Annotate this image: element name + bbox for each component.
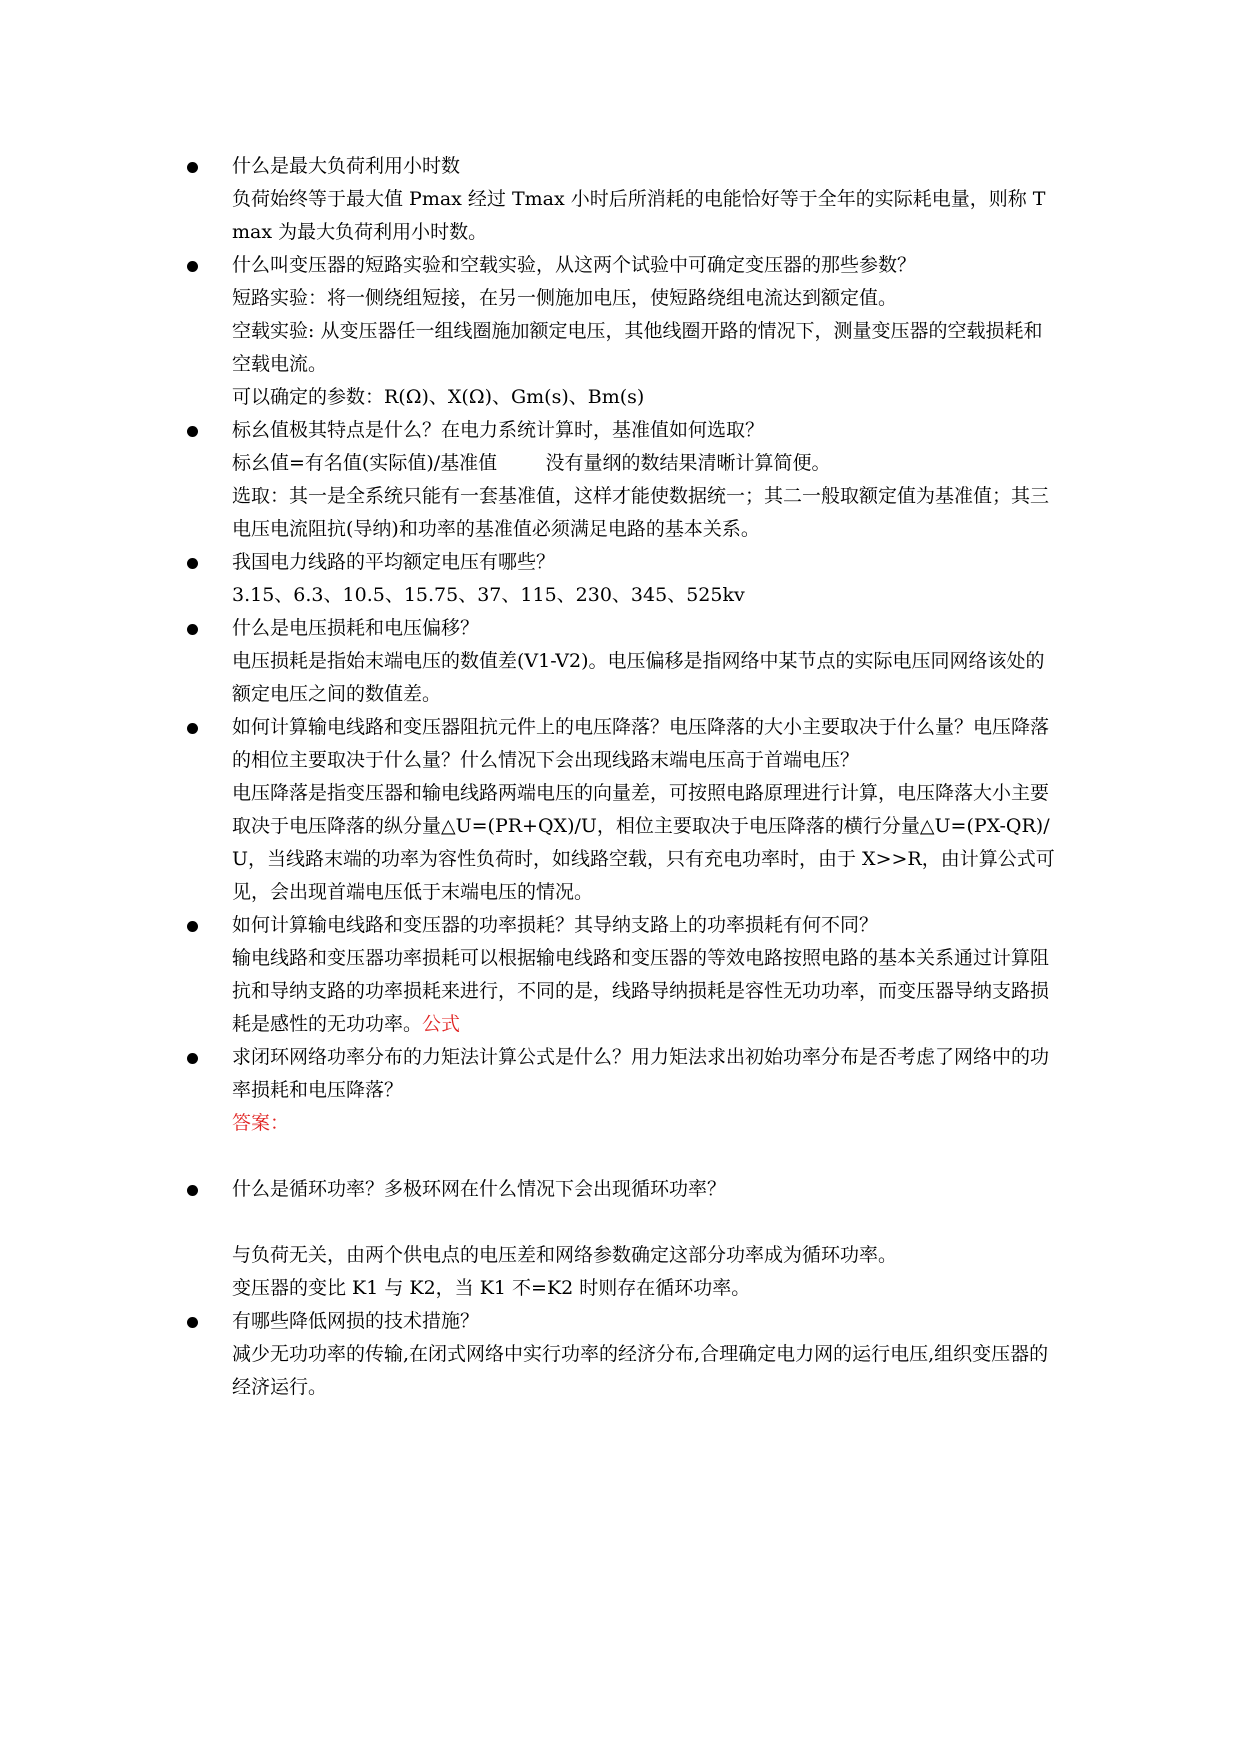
answer-text: 选取：其一是全系统只能有一套基准值，这样才能使数据统一；其二一般取额定值为基准值；其三电压电流阻抗(导纳)和功率的基准值必须满足电路的基本关系。: [232, 485, 1050, 540]
qa-item-rated-voltages: [232, 546, 1057, 612]
bullet-icon: [187, 1053, 198, 1064]
question-text: 什么是最大负荷利用小时数: [232, 155, 461, 177]
bullet-icon: [187, 261, 198, 272]
answer-text: 电压损耗是指始末端电压的数值差(V1-V2)。电压偏移是指网络中某节点的实际电压同网络该处的额定电压之间的数值差。: [232, 650, 1045, 705]
answer-text: 3.15、6.3、10.5、15.75、37、115、230、345、525kv: [232, 584, 745, 606]
answer-text: 与负荷无关，由两个供电点的电压差和网络参数确定这部分功率成为循环功率。: [232, 1244, 898, 1266]
bullet-icon: [187, 1185, 198, 1196]
qa-item-moment-method: [232, 1041, 1057, 1140]
answer-body: 输电线路和变压器功率损耗可以根据输电线路和变压器的等效电路按照电路的基本关系通过计算阻抗和导纳支路的功率损耗来进行，不同的是，线路导纳损耗是容性无功功率，而变压器导纳支路损耗是感性的无功功率。: [232, 947, 1050, 1035]
question-text: 标幺值极其特点是什么？在电力系统计算时，基准值如何选取？: [232, 419, 765, 441]
bullet-icon: [187, 1317, 198, 1328]
bullet-icon: [187, 426, 198, 437]
qa-item-loss-reduction: [232, 1305, 1057, 1404]
question-text: 求闭环网络功率分布的力矩法计算公式是什么？用力矩法求出初始功率分布是否考虑了网络中的功率损耗和电压降落？: [232, 1046, 1050, 1101]
bullet-icon: [187, 162, 198, 173]
qa-item-voltage-loss: [232, 612, 1057, 711]
question-text: 什么是电压损耗和电压偏移？: [232, 617, 480, 639]
answer-text: 标幺值=有名值(实际值)/基准值 没有量纲的数结果清晰计算简便。: [232, 452, 831, 474]
qa-item-voltage-drop: [232, 711, 1057, 909]
answer-text: 空载实验: 从变压器任一组线圈施加额定电压，其他线圈开路的情况下，测量变压器的空载损耗和空载电流。: [232, 320, 1043, 375]
qa-item-per-unit: [232, 414, 1057, 546]
spacer: [232, 1140, 1057, 1173]
spacer: [232, 1206, 1057, 1239]
formula-note: 公式: [422, 1013, 461, 1035]
qa-item-power-loss: [232, 909, 1057, 1041]
answer-text: 短路实验：将一侧绕组短接，在另一侧施加电压，使短路绕组电流达到额定值。: [232, 287, 898, 309]
qa-item-transformer-tests: [232, 249, 1057, 414]
answer-label: 答案：: [232, 1112, 290, 1134]
question-text: 如何计算输电线路和变压器的功率损耗？其导纳支路上的功率损耗有何不同？: [232, 914, 879, 936]
bullet-icon: [187, 558, 198, 569]
answer-text: [232, 942, 1057, 1041]
question-text: 如何计算输电线路和变压器阻抗元件上的电压降落？电压降落的大小主要取决于什么量？电压降落的相位主要取决于什么量？什么情况下会出现线路末端电压高于首端电压？: [232, 716, 1050, 771]
qa-list: [232, 150, 1057, 1404]
bullet-icon: [187, 921, 198, 932]
question-text: 有哪些降低网损的技术措施？: [232, 1310, 480, 1332]
question-text: 我国电力线路的平均额定电压有哪些？: [232, 551, 556, 573]
answer-text: 电压降落是指变压器和输电线路两端电压的向量差，可按照电路原理进行计算，电压降落大小主要取决于电压降落的纵分量△U=(PR+QX)/U，相位主要取决于电压降落的横行分量△U=(PX-QR)/U，当线路末端的功率为容性负荷时，如线路空载，只有充电功率时，由于 X>>R，由计算公式可见，会出现首端电压低于末端电压的情况。: [232, 782, 1055, 903]
answer-text: 减少无功功率的传输,在闭式网络中实行功率的经济分布,合理确定电力网的运行电压,组织变压器的经济运行。: [232, 1343, 1049, 1398]
answer-text: 变压器的变比 K1 与 K2，当 K1 不=K2 时则存在循环功率。: [232, 1277, 751, 1299]
bullet-icon: [187, 624, 198, 635]
answer-text: 负荷始终等于最大值 Pmax 经过 Tmax 小时后所消耗的电能恰好等于全年的实际耗电量，则称 Tmax 为最大负荷利用小时数。: [232, 188, 1046, 243]
qa-item-max-load-hours: [232, 150, 1057, 249]
qa-item-circulating-power: [232, 1173, 1057, 1305]
bullet-icon: [187, 723, 198, 734]
question-text: 什么叫变压器的短路实验和空载实验，从这两个试验中可确定变压器的那些参数？: [232, 254, 917, 276]
question-text: 什么是循环功率？多极环网在什么情况下会出现循环功率？: [232, 1178, 727, 1200]
answer-text: 可以确定的参数：R(Ω)、X(Ω)、Gm(s)、Bm(s): [232, 386, 645, 408]
